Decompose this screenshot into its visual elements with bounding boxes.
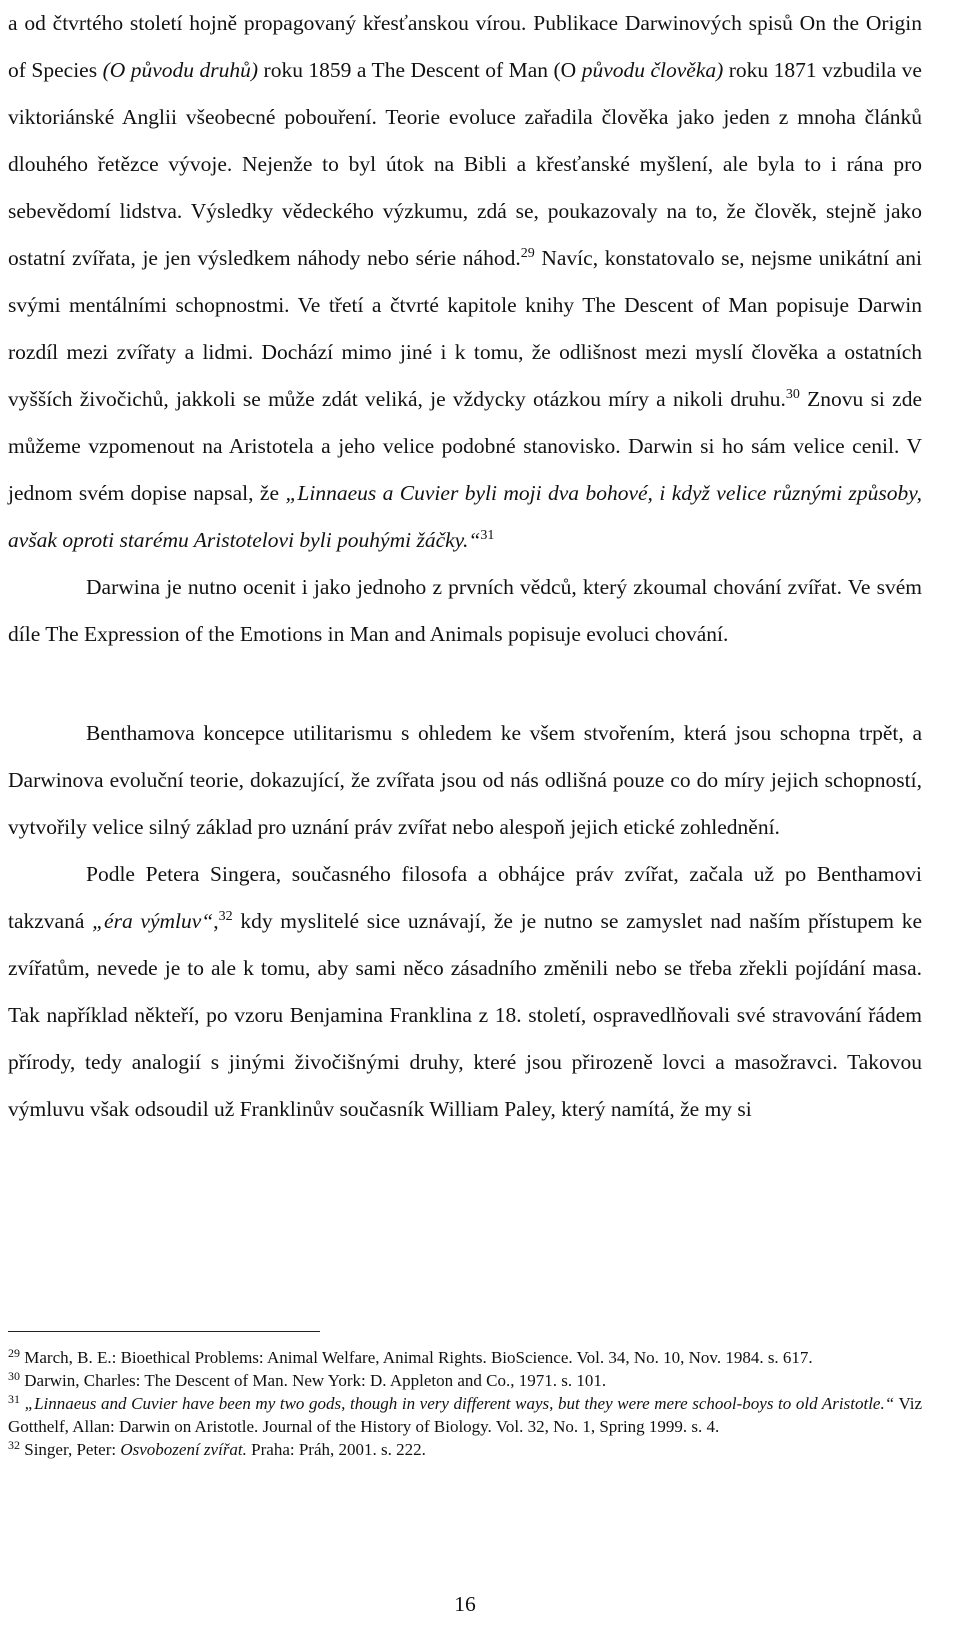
footnote-number: 32: [8, 1438, 20, 1452]
footnote-reference: 32: [218, 909, 233, 924]
text-run: Viz Gotthelf, Allan: Darwin on Aristotle. Journal of the History of Biology. Vol. 32, No. 1, Spring 1999. s. 4.: [8, 1394, 923, 1436]
text-run: a od čtvrtého století hojně propagovaný křesťanskou vírou. Publikace Darwinových spisů On the Origin of Species: [8, 11, 922, 82]
footnotes-section: [8, 1331, 922, 1461]
italic-text: „Linnaeus a Cuvier byli moji dva bohové, i když velice různými způsoby, avšak oproti starému Aristotelovi byli pouhými žáčky.“: [8, 481, 922, 552]
text-run: roku 1871 vzbudila ve viktoriánské Anglii všeobecné pobouření. Teorie evoluce zařadila člověka jako jeden z mnoha článků dlouhého řetězce vývoje. Nejenže to byl útok na Bibli a křesťanské myšlení, ale byla to i rána pro sebevědomí lidstva. Výsledky vědeckého výzkumu, zdá se, poukazovaly na to, že člověk, stejně jako ostatní zvířata, je jen výsledkem náhody nebo série náhod.: [8, 58, 922, 270]
text-run: roku 1859 a The Descent of Man (O: [258, 58, 582, 82]
footnote-30: [8, 1369, 922, 1392]
footnote-text: [24, 1440, 426, 1459]
text-run: March, B. E.: Bioethical Problems: Animal Welfare, Animal Rights. BioScience. Vol. 34, No. 10, Nov. 1984. s. 617.: [24, 1348, 813, 1367]
italic-text: Osvobození zvířat.: [120, 1440, 247, 1459]
paragraph-p1: [8, 0, 922, 564]
footnote-reference: 30: [785, 387, 800, 402]
text-run: Singer, Peter:: [24, 1440, 121, 1459]
italic-text: (O původu druhů): [102, 58, 259, 82]
document-page: [8, 0, 922, 1133]
footnote-number: 30: [8, 1369, 20, 1383]
text-run: Praha: Práh, 2001. s. 222.: [246, 1440, 426, 1459]
paragraph-p3: [8, 710, 922, 851]
footnote-32: [8, 1438, 922, 1461]
page-number: 16: [454, 1592, 476, 1616]
paragraph-p2: [8, 564, 922, 658]
footnote-31: [8, 1392, 922, 1438]
text-run: Navíc, konstatovalo se, nejsme unikátní ani svými mentálními schopnostmi. Ve třetí a čtvrté kapitole knihy The Descent of Man popisuje Darwin rozdíl mezi zvířaty a lidmi. Dochází mimo jiné i k tomu, že odlišnost mezi myslí člověka a ostatních vyšších živočichů, jakkoli se může zdát veliká, je vždycky otázkou míry a nikoli druhu.: [8, 246, 922, 411]
footnote-number: 29: [8, 1346, 20, 1360]
paragraph-p4: [8, 851, 922, 1133]
text-run: ,: [213, 909, 219, 933]
text-run: Darwina je nutno ocenit i jako jednoho z prvních vědců, který zkoumal chování zvířat. Ve svém díle The Expression of the Emotions in Man and Animals popisuje evoluci chování.: [8, 575, 922, 646]
footnote-number: 31: [8, 1392, 20, 1406]
paragraph-spacer: [8, 658, 922, 710]
text-run: Znovu si zde můžeme vzpomenout na Aristotela a jeho velice podobné stanovisko. Darwin si ho sám velice cenil. V jednom svém dopise napsal, že: [8, 387, 922, 505]
footnote-text: [24, 1348, 812, 1367]
footnote-reference: 29: [520, 246, 535, 261]
text-run: kdy myslitelé sice uznávají, že je nutno se zamyslet nad naším přístupem ke zvířatům, nevede je to ale k tomu, aby sami něco zásadního změnili nebo se třeba zřekli pojídání masa. Tak například někteří, po vzoru Benjamina Franklina z 18. století, ospravedlňovali své stravování řádem přírody, tedy analogií s jinými živočišnými druhy, které jsou přirozeně lovci a masožravci. Takovou výmluvu však odsoudil už Franklinův současník William Paley, který namítá, že my si: [8, 909, 922, 1121]
text-run: Benthamova koncepce utilitarismu s ohledem ke všem stvořením, která jsou schopna trpět, a Darwinova evoluční teorie, dokazující, že zvířata jsou od nás odlišná pouze co do míry jejich schopností, vytvořily velice silný základ pro uznání práv zvířat nebo alespoň jejich etické zohlednění.: [8, 721, 922, 839]
footnote-29: [8, 1346, 922, 1369]
italic-text: původu člověka): [581, 58, 724, 82]
italic-text: „éra výmluv“: [92, 909, 214, 933]
footnote-text: [8, 1394, 922, 1436]
footnote-text: [24, 1371, 606, 1390]
footnote-separator: [8, 1331, 320, 1332]
footnote-reference: 31: [480, 528, 495, 543]
main-text: [8, 0, 922, 1133]
text-run: Podle Petera Singera, současného filosofa a obhájce práv zvířat, začala už po Benthamovi takzvaná: [8, 862, 922, 933]
italic-text: „Linnaeus and Cuvier have been my two gods, though in very different ways, but they were mere school-boys to old Aristotle.“: [24, 1394, 895, 1413]
text-run: Darwin, Charles: The Descent of Man. New York: D. Appleton and Co., 1971. s. 101.: [24, 1371, 607, 1390]
